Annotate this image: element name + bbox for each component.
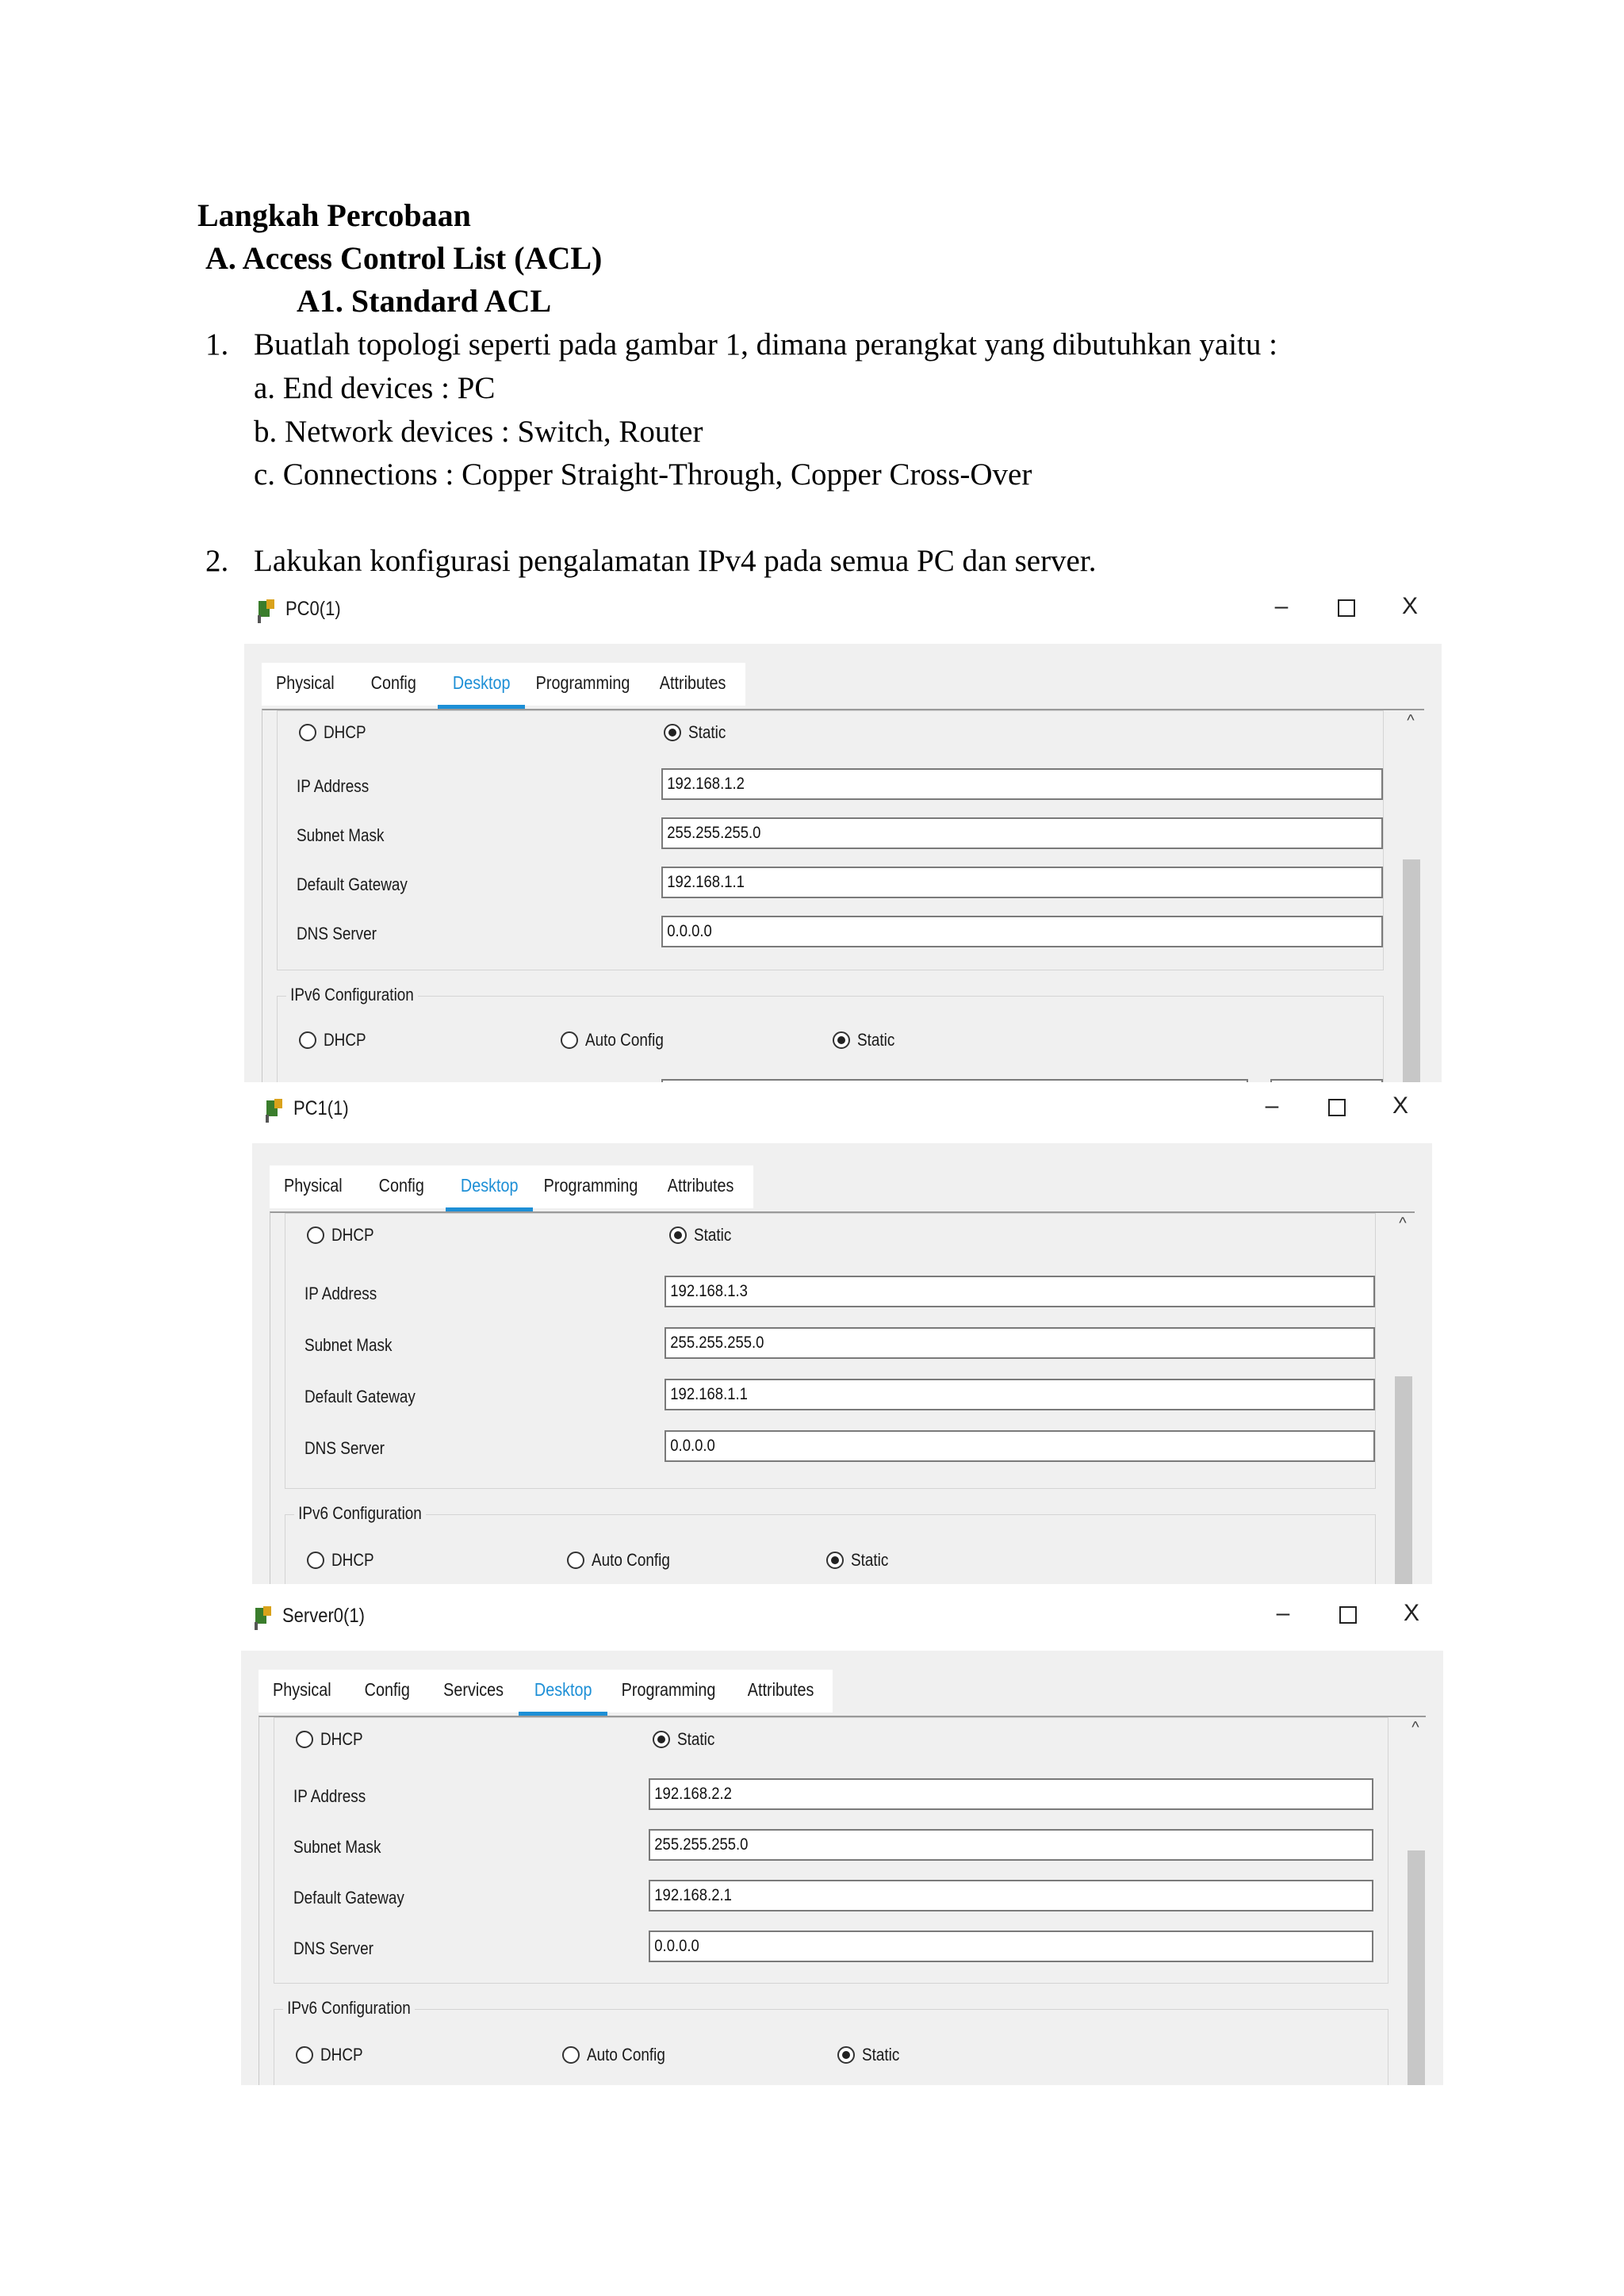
default-gateway-label: Default Gateway (297, 874, 408, 894)
static-radio[interactable] (664, 724, 681, 741)
static-radio[interactable] (669, 1226, 687, 1244)
step-1-item-a: a. End devices : PC (254, 371, 496, 405)
ipv6-auto-config-radio[interactable] (562, 2046, 580, 2064)
default-gateway-field[interactable] (661, 867, 1383, 898)
dns-server-field[interactable] (665, 1430, 1375, 1462)
step-1-item-b: b. Network devices : Switch, Router (254, 415, 703, 449)
tab-physical[interactable]: Physical (273, 1679, 331, 1700)
scrollbar[interactable] (1404, 1717, 1427, 2085)
tab-physical[interactable]: Physical (284, 1175, 343, 1196)
ipv6-auto-config-radio[interactable] (561, 1031, 578, 1049)
ipv6-dhcp-radio[interactable] (307, 1552, 324, 1569)
tab-bar (270, 1165, 753, 1208)
dhcp-label: DHCP (324, 722, 366, 742)
scroll-up-icon[interactable]: ^ (1411, 1719, 1419, 1736)
static-label: Static (694, 1225, 732, 1245)
server0-window (241, 1594, 1443, 2085)
ipv6-auto-config-label: Auto Config (587, 2045, 665, 2064)
tab-desktop[interactable]: Desktop (446, 1165, 533, 1208)
packet-tracer-icon (255, 598, 279, 625)
ipv6-section (285, 1514, 1376, 1584)
ipv6-static-label: Static (862, 2045, 900, 2064)
ipv6-dhcp-label: DHCP (324, 1030, 366, 1050)
dns-server-label: DNS Server (304, 1438, 385, 1458)
ipv6-auto-config-label: Auto Config (585, 1030, 664, 1050)
maximize-button[interactable] (1321, 1093, 1353, 1123)
dhcp-radio[interactable] (299, 724, 316, 741)
dns-server-label: DNS Server (293, 1938, 373, 1958)
ipv6-section (277, 996, 1384, 1082)
static-label: Static (688, 722, 726, 742)
title-bar (244, 587, 1442, 644)
ipv6-prefix-field[interactable] (1270, 1079, 1383, 1082)
scroll-thumb[interactable] (1408, 1850, 1425, 2085)
tab-programming[interactable]: Programming (535, 672, 630, 693)
tab-desktop[interactable]: Desktop (519, 1670, 607, 1712)
tab-services[interactable]: Services (443, 1679, 504, 1700)
static-label: Static (677, 1729, 715, 1749)
close-button[interactable]: X (1392, 1093, 1408, 1119)
title-bar (252, 1086, 1432, 1143)
scroll-thumb[interactable] (1403, 859, 1420, 1082)
ipv6-static-radio[interactable] (837, 2046, 855, 2064)
tab-programming[interactable]: Programming (621, 1679, 716, 1700)
default-gateway-label: Default Gateway (304, 1387, 416, 1406)
ip-address-label: IP Address (297, 776, 370, 796)
close-button[interactable]: X (1401, 593, 1418, 619)
scrollbar[interactable] (1400, 710, 1422, 1082)
scroll-thumb[interactable] (1395, 1376, 1412, 1584)
subnet-mask-label: Subnet Mask (293, 1837, 381, 1857)
tab-attributes[interactable]: Attributes (660, 672, 726, 693)
subnet-mask-field[interactable] (665, 1327, 1375, 1359)
tab-desktop[interactable]: Desktop (438, 663, 525, 706)
ipv6-auto-config-label: Auto Config (592, 1550, 670, 1570)
window-title: PC0(1) (285, 598, 341, 620)
tab-programming[interactable]: Programming (543, 1175, 638, 1196)
tab-config[interactable]: Config (378, 1175, 424, 1196)
ip-configuration-panel (270, 1211, 1415, 1584)
tab-config[interactable]: Config (370, 672, 416, 693)
ipv6-dhcp-radio[interactable] (296, 2046, 313, 2064)
subnet-mask-label: Subnet Mask (297, 825, 385, 845)
subsection-title: A1. Standard ACL (297, 283, 552, 319)
pc0-window (244, 587, 1442, 1082)
step-2-text: Lakukan konfigurasi pengalamatan IPv4 pada semua PC dan server. (254, 544, 1097, 578)
packet-tracer-icon (263, 1097, 287, 1124)
ip-address-field[interactable] (665, 1276, 1375, 1307)
step-1-text: Buatlah topologi seperti pada gambar 1, dimana perangkat yang dibutuhkan yaitu : (254, 327, 1277, 362)
ipv6-static-radio[interactable] (826, 1552, 844, 1569)
dhcp-label: DHCP (320, 1729, 363, 1749)
ipv4-section (285, 1213, 1376, 1489)
scroll-up-icon[interactable]: ^ (1407, 712, 1415, 729)
tab-attributes[interactable]: Attributes (748, 1679, 814, 1700)
ip-configuration-panel (262, 709, 1424, 1082)
ipv6-auto-config-radio[interactable] (567, 1552, 584, 1569)
ipv6-section (274, 2009, 1388, 2085)
default-gateway-field[interactable] (649, 1880, 1373, 1911)
maximize-icon (1338, 599, 1355, 617)
minimize-button[interactable]: – (1265, 1093, 1279, 1119)
ipv6-static-label: Static (851, 1550, 889, 1570)
pc1-window (252, 1086, 1432, 1584)
tab-bar (262, 663, 745, 706)
maximize-button[interactable] (1332, 1600, 1364, 1630)
ipv4-section (274, 1717, 1388, 1984)
scrollbar[interactable] (1392, 1213, 1414, 1584)
window-title: PC1(1) (293, 1097, 349, 1119)
default-gateway-field[interactable] (665, 1379, 1375, 1410)
page-heading: Langkah Percobaan (197, 197, 471, 233)
maximize-icon (1328, 1099, 1346, 1116)
ipv6-configuration-label: IPv6 Configuration (283, 1998, 415, 2019)
dns-server-label: DNS Server (297, 924, 377, 943)
ipv6-configuration-label: IPv6 Configuration (286, 985, 418, 1005)
packet-tracer-icon (252, 1605, 276, 1632)
ipv6-dhcp-label: DHCP (331, 1550, 374, 1570)
step-number: 1. (205, 327, 229, 362)
dns-server-field[interactable] (661, 916, 1383, 947)
ip-address-label: IP Address (293, 1786, 366, 1806)
title-bar (241, 1594, 1443, 1651)
ip-address-field[interactable] (661, 768, 1383, 800)
dhcp-radio[interactable] (307, 1226, 324, 1244)
ipv6-address-field[interactable] (661, 1079, 1248, 1082)
ipv6-dhcp-radio[interactable] (299, 1031, 316, 1049)
maximize-icon (1339, 1606, 1357, 1624)
step-1-item-c: c. Connections : Copper Straight-Through, Copper Cross-Over (254, 457, 1032, 492)
dns-server-field[interactable] (649, 1931, 1373, 1962)
tab-attributes[interactable]: Attributes (668, 1175, 734, 1196)
subnet-mask-field[interactable] (661, 817, 1383, 849)
ipv6-dhcp-label: DHCP (320, 2045, 363, 2064)
tab-config[interactable]: Config (364, 1679, 410, 1700)
ip-address-field[interactable] (649, 1778, 1373, 1810)
subnet-mask-field[interactable] (649, 1829, 1373, 1861)
dhcp-label: DHCP (331, 1225, 374, 1245)
static-radio[interactable] (653, 1731, 670, 1748)
ipv6-static-radio[interactable] (833, 1031, 850, 1049)
minimize-button[interactable]: – (1274, 593, 1289, 619)
tab-physical[interactable]: Physical (276, 672, 335, 693)
ip-address-label: IP Address (304, 1284, 377, 1303)
dhcp-radio[interactable] (296, 1731, 313, 1748)
tab-bar (259, 1670, 833, 1712)
default-gateway-label: Default Gateway (293, 1888, 404, 1908)
window-title: Server0(1) (282, 1605, 365, 1627)
close-button[interactable]: X (1403, 1600, 1419, 1626)
minimize-button[interactable]: – (1276, 1600, 1290, 1626)
section-title: A. Access Control List (ACL) (205, 240, 603, 276)
ipv4-section (277, 710, 1384, 970)
subnet-mask-label: Subnet Mask (304, 1335, 393, 1355)
ipv6-static-label: Static (857, 1030, 895, 1050)
maximize-button[interactable] (1331, 593, 1362, 623)
step-number: 2. (205, 544, 229, 578)
ipv6-configuration-label: IPv6 Configuration (294, 1503, 426, 1524)
ip-configuration-panel (259, 1716, 1426, 2085)
scroll-up-icon[interactable]: ^ (1399, 1215, 1407, 1232)
